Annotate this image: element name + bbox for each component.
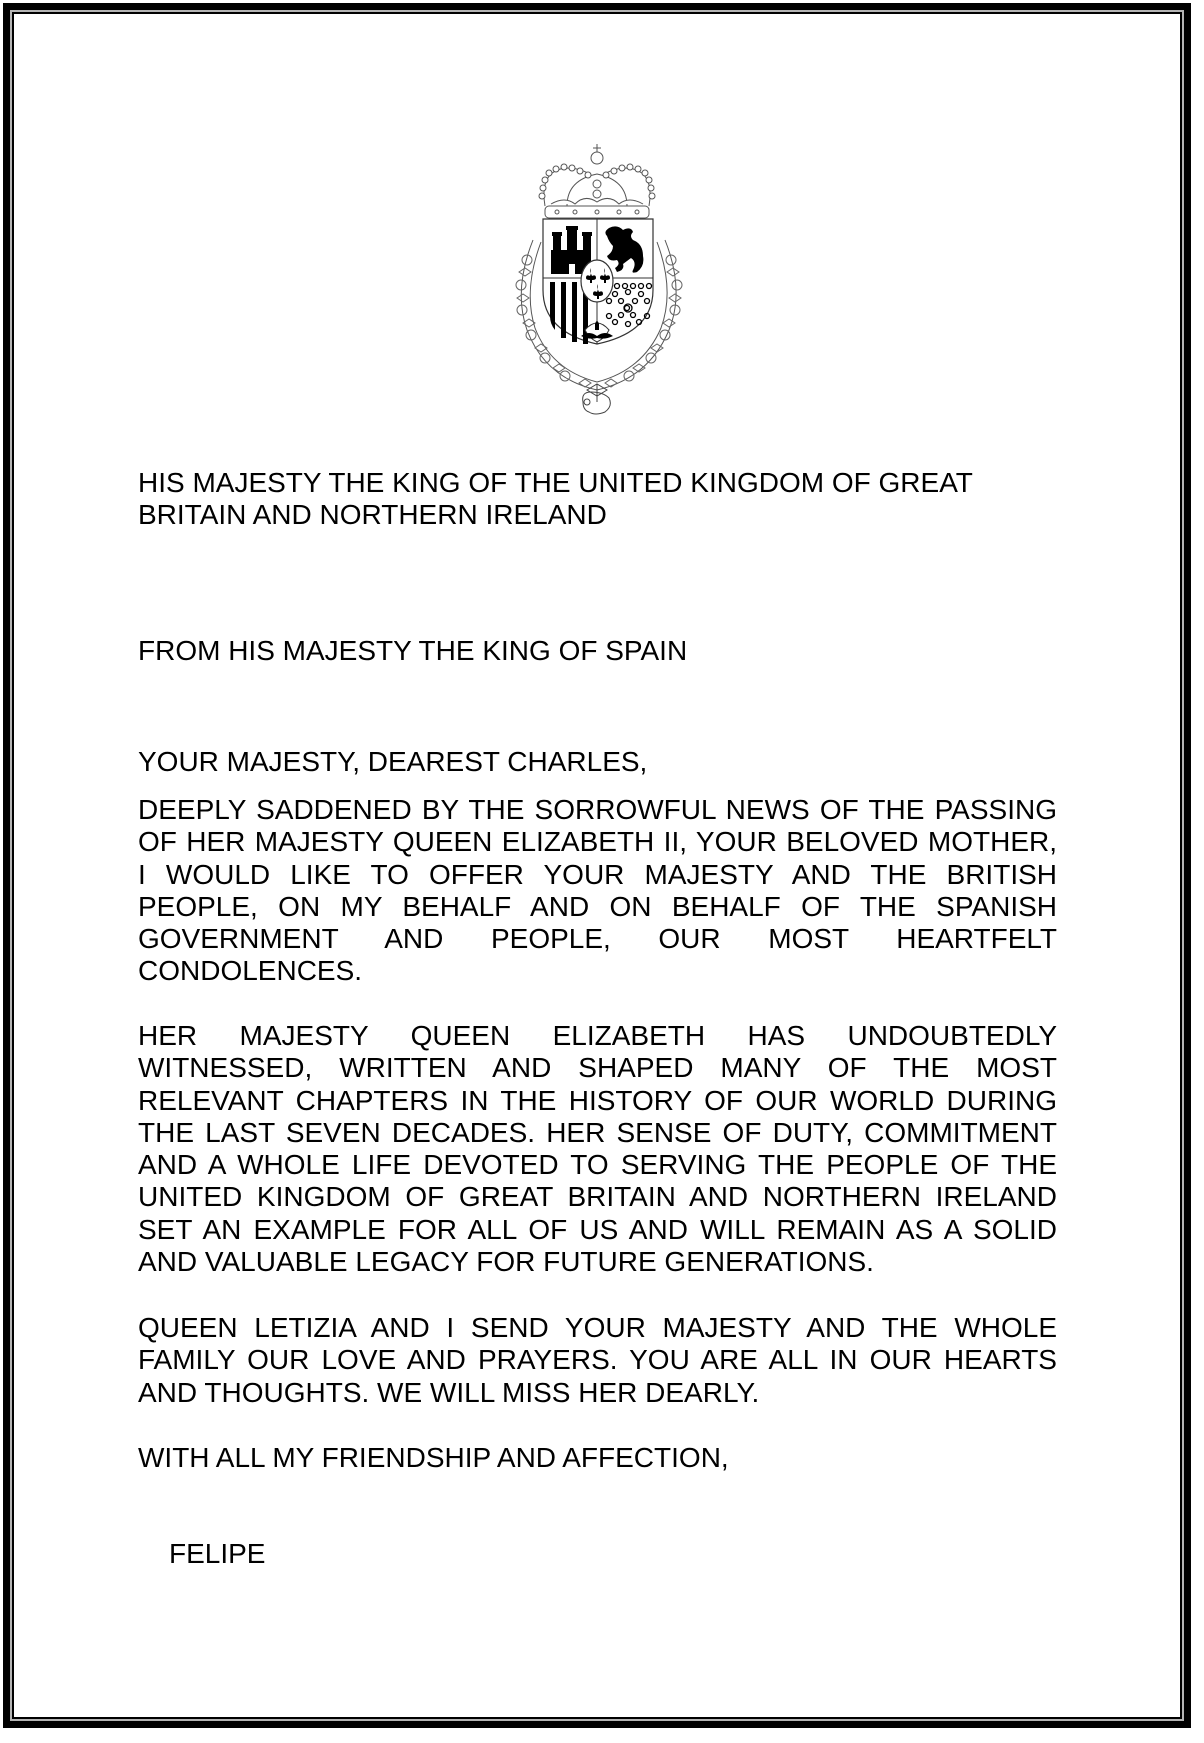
signature: FELIPE <box>169 1538 266 1569</box>
closing: WITH ALL MY FRIENDSHIP AND AFFECTION, <box>138 1442 729 1473</box>
body-paragraph: DEEPLY SADDENED BY THE SORROWFUL NEWS OF THE PASSING OF HER MAJESTY QUEEN ELIZABETH II, YOUR BELOVED MOTHER, I WOULD LIKE TO OFFER YOUR MAJESTY AND THE BRITISH PEOPLE, ON MY BEHALF AND ON BEHALF OF THE SPANISH GOVERNMENT AND PEOPLE, OUR MOST HEARTFELT CONDOLENCES. <box>138 794 1057 987</box>
royal-crest-icon <box>505 140 695 416</box>
body-paragraph: HER MAJESTY QUEEN ELIZABETH HAS UNDOUBTEDLY WITNESSED, WRITTEN AND SHAPED MANY OF THE MOST RELEVANT CHAPTERS IN THE HISTORY OF OUR WORLD DURING THE LAST SEVEN DECADES. HER SENSE OF DUTY, COMMITMENT AND A WHOLE LIFE DEVOTED TO SERVING THE PEOPLE OF THE UNITED KINGDOM OF GREAT BRITAIN AND NORTHERN IRELAND SET AN EXAMPLE FOR ALL OF US AND WILL REMAIN AS A SOLID AND VALUABLE LEGACY FOR FUTURE GENERATIONS. <box>138 1020 1057 1278</box>
salutation: YOUR MAJESTY, DEAREST CHARLES, <box>138 746 648 777</box>
sender: FROM HIS MAJESTY THE KING OF SPAIN <box>138 635 688 666</box>
bourbon-inescutcheon <box>581 260 613 302</box>
shield <box>543 219 653 344</box>
crown <box>539 144 655 218</box>
addressee: HIS MAJESTY THE KING OF THE UNITED KINGDOM OF GREAT BRITAIN AND NORTHERN IRELAND <box>138 467 973 531</box>
golden-fleece-pendant <box>583 384 611 414</box>
body-paragraph: QUEEN LETIZIA AND I SEND YOUR MAJESTY AND THE WHOLE FAMILY OUR LOVE AND PRAYERS. YOU ARE ALL IN OUR HEARTS AND THOUGHTS. WE WILL MISS HER DEARLY. <box>138 1312 1057 1408</box>
